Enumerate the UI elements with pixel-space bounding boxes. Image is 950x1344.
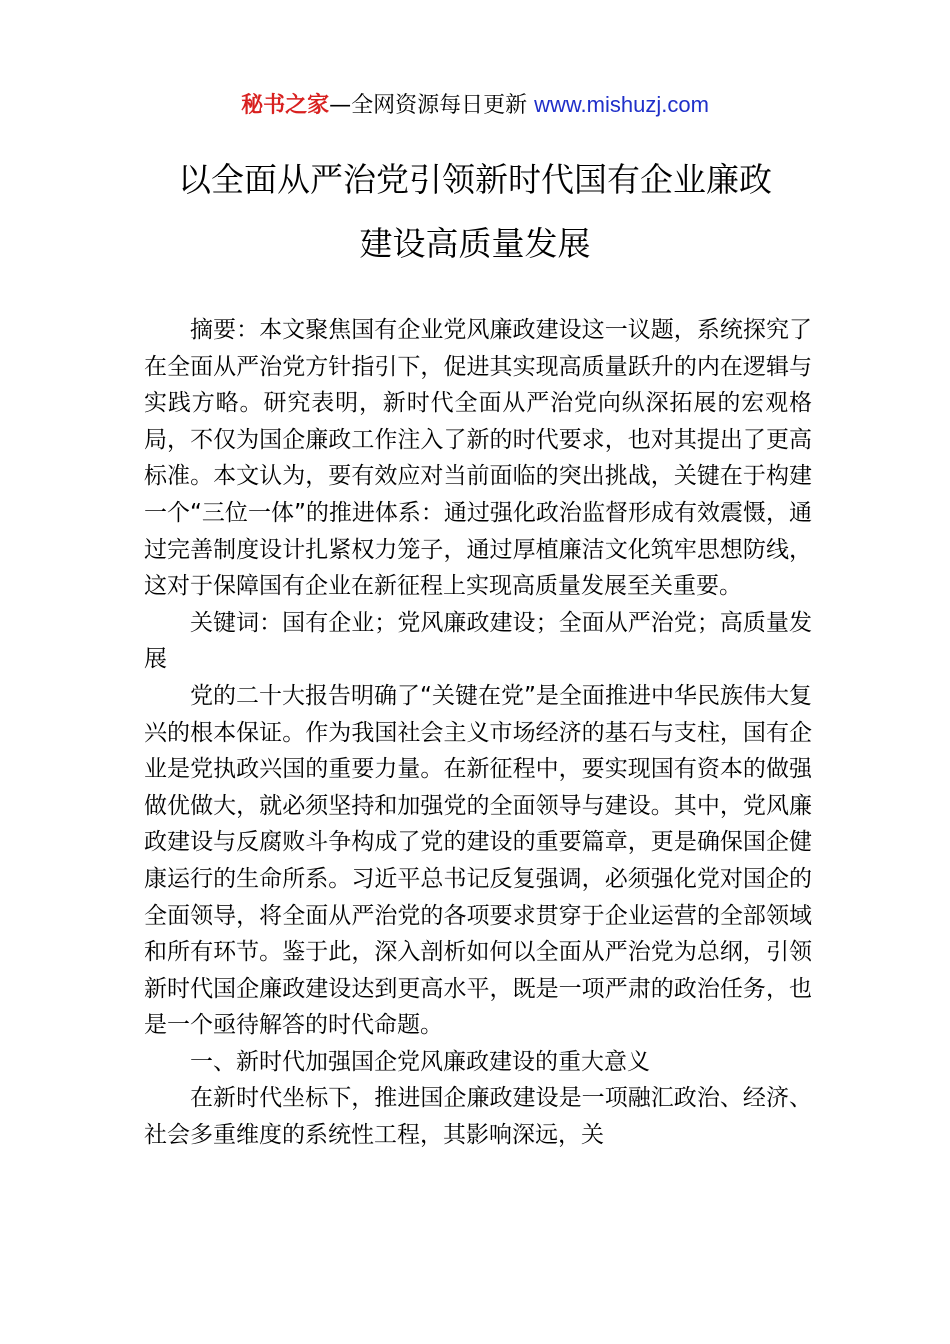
title-line-1: 以全面从严治党引领新时代国有企业廉政 (178, 160, 772, 199)
site-brand: 秘书之家 (241, 93, 330, 118)
title-line-2: 建设高质量发展 (359, 224, 591, 263)
keywords-paragraph: 关键词：国有企业；党风廉政建设；全面从严治党；高质量发展 (144, 609, 812, 673)
intro-paragraph: 党的二十大报告明确了“关键在党”是全面推进中华民族伟大复兴的根本保证。作为我国社会主义市场经济的基石与支柱，国有企业是党执政兴国的重要力量。在新征程中，要实现国有资本的做强做优做大，就必须坚持和加强党的全面领导与建设。其中，党风廉政建设与反腐败斗争构成了党的建设的重要篇章，更是确保国企健康运行的生命所系。习近平总书记反复强调，必须强化党对国企的全面领导，将全面从严治党的各项要求贯穿于企业运营的全部领域和所有环节。鉴于此，深入剖析如何以全面从严治党为总纲，引领新时代国企廉政建设达到更高水平，既是一项严肃的政治任务，也是一个亟待解答的时代命题。 (144, 682, 812, 1039)
site-url-link[interactable]: www.mishuzj.com (534, 92, 709, 117)
site-header (0, 88, 950, 123)
site-tagline: —全网资源每日更新 (329, 93, 535, 118)
section-heading: 一、新时代加强国企党风廉政建设的重大意义 (190, 1048, 650, 1075)
document-body (144, 312, 812, 1154)
document-title (60, 148, 890, 276)
abstract-paragraph: 摘要：本文聚焦国有企业党风廉政建设这一议题，系统探究了在全面从严治党方针指引下，促进其实现高质量跃升的内在逻辑与实践方略。研究表明，新时代全面从严治党向纵深拓展的宏观格局，不仅为国企廉政工作注入了新的时代要求，也对其提出了更高标准。本文认为，要有效应对当前面临的突出挑战，关键在于构建一个“三位一体”的推进体系：通过强化政治监督形成有效震慑，通过完善制度设计扎紧权力笼子，通过厚植廉洁文化筑牢思想防线，这对于保障国有企业在新征程上实现高质量发展至关重要。 (144, 317, 812, 600)
section-paragraph: 在新时代坐标下，推进国企廉政建设是一项融汇政治、经济、社会多重维度的系统性工程，其影响深远，关 (144, 1085, 812, 1149)
